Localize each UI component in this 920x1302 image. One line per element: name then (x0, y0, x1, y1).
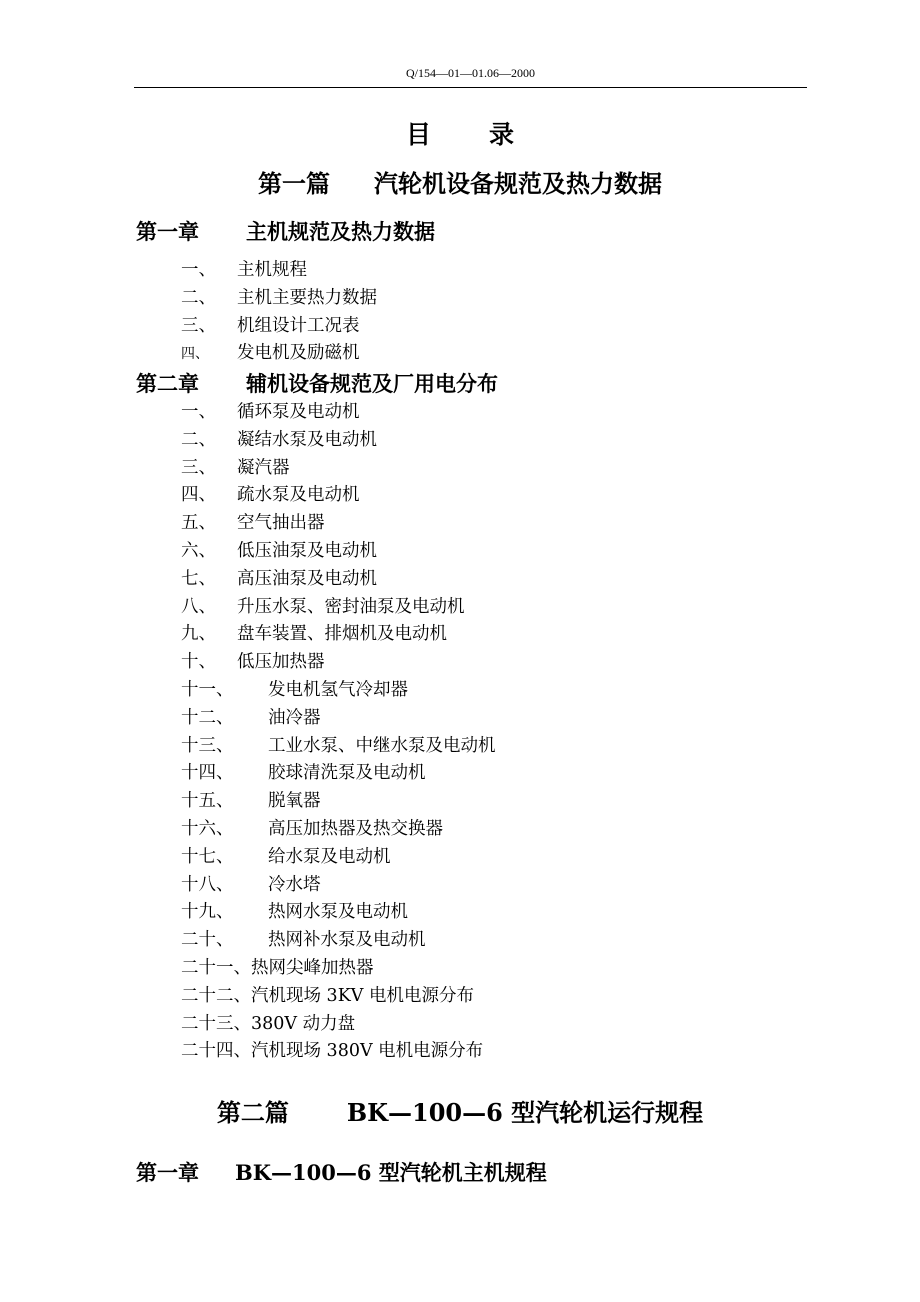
toc-item[interactable] (181, 313, 377, 341)
toc-item[interactable] (181, 285, 377, 313)
part-1-label: 第一篇 (258, 169, 330, 198)
toc-item[interactable] (181, 340, 377, 368)
toc-item-number: 一、 (181, 402, 216, 422)
toc-item[interactable] (181, 482, 496, 510)
toc-item-text: 油冷器 (268, 707, 321, 728)
toc-item[interactable] (181, 1038, 496, 1066)
toc-item-text: 发电机氢气冷却器 (268, 679, 408, 700)
document-code: Q/154—01—01.06—2000 (406, 66, 535, 80)
toc-item-text: 高压油泵及电动机 (237, 568, 377, 589)
toc-item-text: 低压加热器 (237, 652, 325, 673)
toc-item-text: 盘车装置、排烟机及电动机 (237, 624, 447, 645)
toc-item-number: 十三、 (181, 735, 234, 756)
part-2-label: 第二篇 (216, 1098, 289, 1127)
toc-item-number: 十八、 (181, 874, 234, 895)
toc-item[interactable] (181, 399, 496, 427)
toc-item-number: 九、 (181, 624, 216, 645)
toc-item-text: 脱氧器 (268, 791, 321, 812)
toc-item-number: 二、 (181, 287, 216, 308)
toc-item-number: 八、 (181, 596, 216, 617)
toc-item-number: 二十三、 (181, 1013, 251, 1034)
toc-item-text: 热网尖峰加热器 (251, 957, 374, 978)
toc-item-number: 十七、 (181, 846, 234, 867)
toc-item[interactable] (181, 566, 496, 594)
toc-item-text: 高压加热器及热交换器 (268, 818, 443, 839)
toc-item-text: 冷水塔 (268, 874, 321, 895)
toc-item-number: 十、 (181, 652, 216, 673)
toc-item[interactable] (181, 677, 496, 705)
toc-item-text: 凝结水泵及电动机 (237, 429, 377, 450)
part-1-chapter-1-heading[interactable] (136, 217, 435, 247)
toc-item[interactable] (181, 538, 496, 566)
toc-item-number: 二十二、 (181, 985, 251, 1006)
toc-item-text: 汽机现场 380V 电机电源分布 (251, 1041, 484, 1062)
toc-item-number: 三、 (181, 457, 216, 478)
toc-item-text: 发电机及励磁机 (237, 343, 360, 364)
toc-item-text: 汽机现场 3KV 电机电源分布 (251, 985, 474, 1006)
part-2-heading (0, 1096, 920, 1130)
toc-item-text: 主机主要热力数据 (237, 287, 377, 308)
chapter-label: 第一章 (136, 219, 199, 244)
part-1-chapter-2-items (181, 399, 496, 1066)
toc-item-text: 胶球清洗泵及电动机 (268, 763, 426, 784)
toc-item[interactable] (181, 594, 496, 622)
toc-item-number: 十二、 (181, 707, 234, 728)
toc-item[interactable] (181, 816, 496, 844)
chapter-title: BK—100—6 型汽轮机主机规程 (235, 1160, 547, 1185)
part-1-heading (0, 167, 920, 201)
part-2-title: BK—100—6 型汽轮机运行规程 (346, 1098, 704, 1127)
chapter-title: 主机规范及热力数据 (246, 219, 435, 244)
toc-item[interactable] (181, 510, 496, 538)
toc-item-number: 十九、 (181, 902, 234, 923)
chapter-label: 第二章 (136, 371, 199, 396)
toc-item-number: 十一、 (181, 679, 234, 700)
toc-item[interactable] (181, 788, 496, 816)
chapter-label: 第一章 (136, 1160, 199, 1185)
toc-item[interactable] (181, 649, 496, 677)
toc-item-number: 六、 (181, 540, 216, 561)
toc-item[interactable] (181, 872, 496, 900)
toc-item[interactable] (181, 983, 496, 1011)
toc-item[interactable] (181, 760, 496, 788)
toc-item-text: 热网水泵及电动机 (268, 902, 408, 923)
toc-item-number: 一、 (181, 260, 216, 280)
toc-item-number: 十四、 (181, 763, 234, 784)
toc-item[interactable] (181, 1011, 496, 1039)
toc-item[interactable] (181, 955, 496, 983)
toc-item-number: 二十、 (181, 930, 234, 951)
toc-item[interactable] (181, 844, 496, 872)
toc-item-number: 十五、 (181, 791, 234, 812)
part-1-title: 汽轮机设备规范及热力数据 (374, 169, 662, 198)
chapter-title: 辅机设备规范及厂用电分布 (246, 371, 498, 396)
toc-item[interactable] (181, 257, 377, 285)
toc-item-number: 二十一、 (181, 957, 251, 978)
toc-item-number: 十六、 (181, 818, 234, 839)
toc-item-text: 疏水泵及电动机 (237, 485, 360, 506)
toc-item-text: 主机规程 (237, 260, 307, 280)
toc-item-text: 空气抽出器 (237, 513, 325, 534)
part-1-chapter-2-heading[interactable] (136, 369, 498, 399)
toc-item-number: 五、 (181, 513, 216, 534)
toc-item-number: 二、 (181, 429, 216, 450)
toc-item-text: 380V 动力盘 (251, 1013, 356, 1034)
toc-item-text: 循环泵及电动机 (237, 402, 360, 422)
toc-item-text: 升压水泵、密封油泵及电动机 (237, 596, 465, 617)
toc-item[interactable] (181, 927, 496, 955)
part-2-chapter-1-heading[interactable] (136, 1158, 547, 1188)
document-code-header (134, 66, 807, 88)
toc-item[interactable] (181, 455, 496, 483)
toc-title: 目录 (405, 120, 572, 149)
toc-item-number: 四、 (181, 485, 216, 506)
part-1-chapter-1-items (181, 257, 377, 368)
toc-item-number: 七、 (181, 568, 216, 589)
toc-item-text: 工业水泵、中继水泵及电动机 (268, 735, 496, 756)
toc-item-number: 三、 (181, 315, 216, 336)
toc-item-text: 低压油泵及电动机 (237, 540, 377, 561)
toc-item-text: 热网补水泵及电动机 (268, 930, 426, 951)
toc-item[interactable] (181, 899, 496, 927)
toc-item-text: 给水泵及电动机 (268, 846, 391, 867)
toc-item-text: 凝汽器 (237, 457, 290, 478)
toc-item[interactable] (181, 427, 496, 455)
toc-item-number: 四、 (181, 346, 209, 363)
toc-item-number: 二十四、 (181, 1041, 251, 1062)
toc-item[interactable] (181, 621, 496, 649)
toc-item[interactable] (181, 705, 496, 733)
toc-item-text: 机组设计工况表 (237, 315, 360, 336)
toc-item[interactable] (181, 733, 496, 761)
